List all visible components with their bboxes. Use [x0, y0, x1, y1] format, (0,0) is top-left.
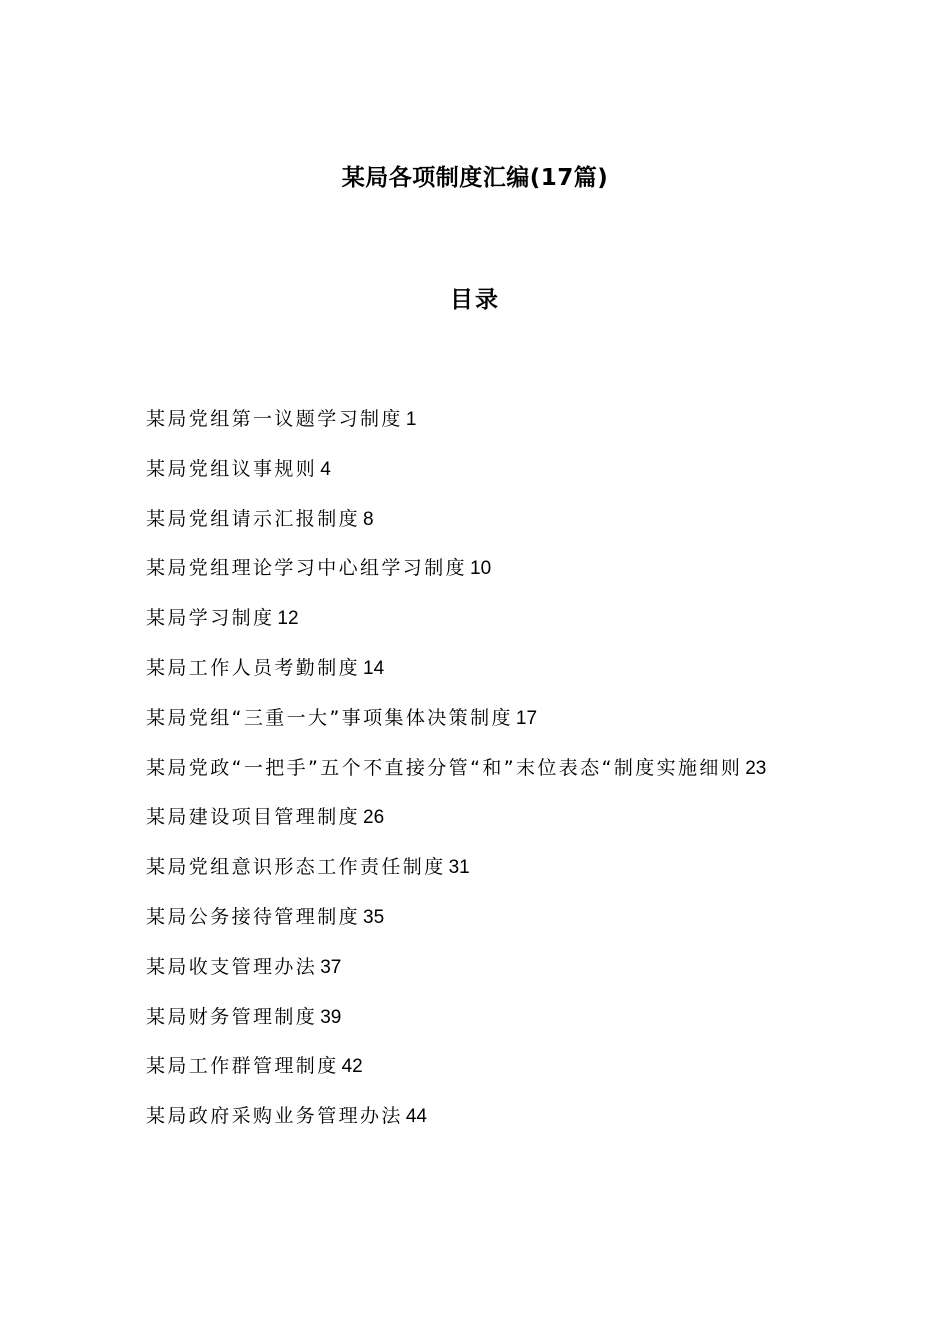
- toc-entry[interactable]: [146, 893, 816, 943]
- toc-entry-title: 某局党组“三重一大”事项集体决策制度: [146, 706, 513, 729]
- toc-entry-title: 某局建设项目管理制度: [146, 806, 361, 829]
- toc-entry-title: 某局党组意识形态工作责任制度: [146, 856, 446, 879]
- toc-entry-page: 26: [363, 807, 385, 829]
- toc-entry-page: 4: [320, 458, 331, 480]
- toc-entry-title: 某局政府采购业务管理办法: [146, 1105, 403, 1128]
- toc-entry-page: 8: [363, 508, 374, 530]
- toc-entry[interactable]: [146, 993, 816, 1043]
- toc-entry[interactable]: [146, 445, 816, 495]
- toc-entry[interactable]: [146, 644, 816, 694]
- toc-entry-page: 12: [277, 608, 299, 630]
- toc-entry[interactable]: [146, 395, 816, 445]
- toc-heading: 目录: [450, 287, 500, 313]
- document-title: 某局各项制度汇编(17篇): [341, 165, 609, 191]
- toc-entry-page: 14: [363, 657, 385, 679]
- toc-entry-page: 23: [745, 757, 767, 779]
- toc-entry-page: 1: [405, 409, 417, 430]
- toc-entry[interactable]: [146, 1042, 816, 1092]
- toc-entry-title: 某局党组议事规则: [146, 457, 318, 480]
- toc-entry[interactable]: [146, 793, 816, 843]
- toc-entry-page: 44: [405, 1106, 427, 1128]
- toc-entry-page: 37: [320, 956, 342, 978]
- toc-entry[interactable]: [146, 594, 816, 644]
- toc-entry-page: 17: [515, 707, 538, 729]
- toc-entry-title: 某局收支管理办法: [146, 955, 318, 978]
- toc-entry-title: 某局党政“一把手”五个不直接分管“和”末位表态“制度实施细则: [146, 756, 743, 779]
- toc-entry-page: 31: [448, 857, 470, 879]
- toc-entry-title: 某局党组第一议题学习制度: [146, 408, 403, 430]
- toc-entry[interactable]: [146, 843, 816, 893]
- toc-entry-title: 某局工作人员考勤制度: [146, 656, 361, 679]
- table-of-contents: [146, 395, 816, 1142]
- toc-entry[interactable]: [146, 744, 816, 794]
- toc-entry-title: 某局财务管理制度: [146, 1005, 318, 1028]
- toc-entry-page: 35: [363, 906, 385, 928]
- toc-entry-title: 某局学习制度: [146, 607, 275, 630]
- toc-entry[interactable]: [146, 943, 816, 993]
- toc-entry[interactable]: [146, 694, 816, 744]
- toc-entry-title: 某局工作群管理制度: [146, 1055, 339, 1078]
- toc-entry[interactable]: [146, 1092, 816, 1142]
- toc-entry-title: 某局党组请示汇报制度: [146, 507, 361, 530]
- toc-entry-page: 10: [470, 558, 492, 580]
- toc-entry[interactable]: [146, 544, 816, 594]
- toc-entry-page: 39: [320, 1006, 342, 1028]
- toc-entry-page: 42: [341, 1056, 363, 1078]
- toc-entry-title: 某局党组理论学习中心组学习制度: [146, 557, 468, 580]
- toc-entry[interactable]: [146, 495, 816, 545]
- toc-entry-title: 某局公务接待管理制度: [146, 905, 361, 928]
